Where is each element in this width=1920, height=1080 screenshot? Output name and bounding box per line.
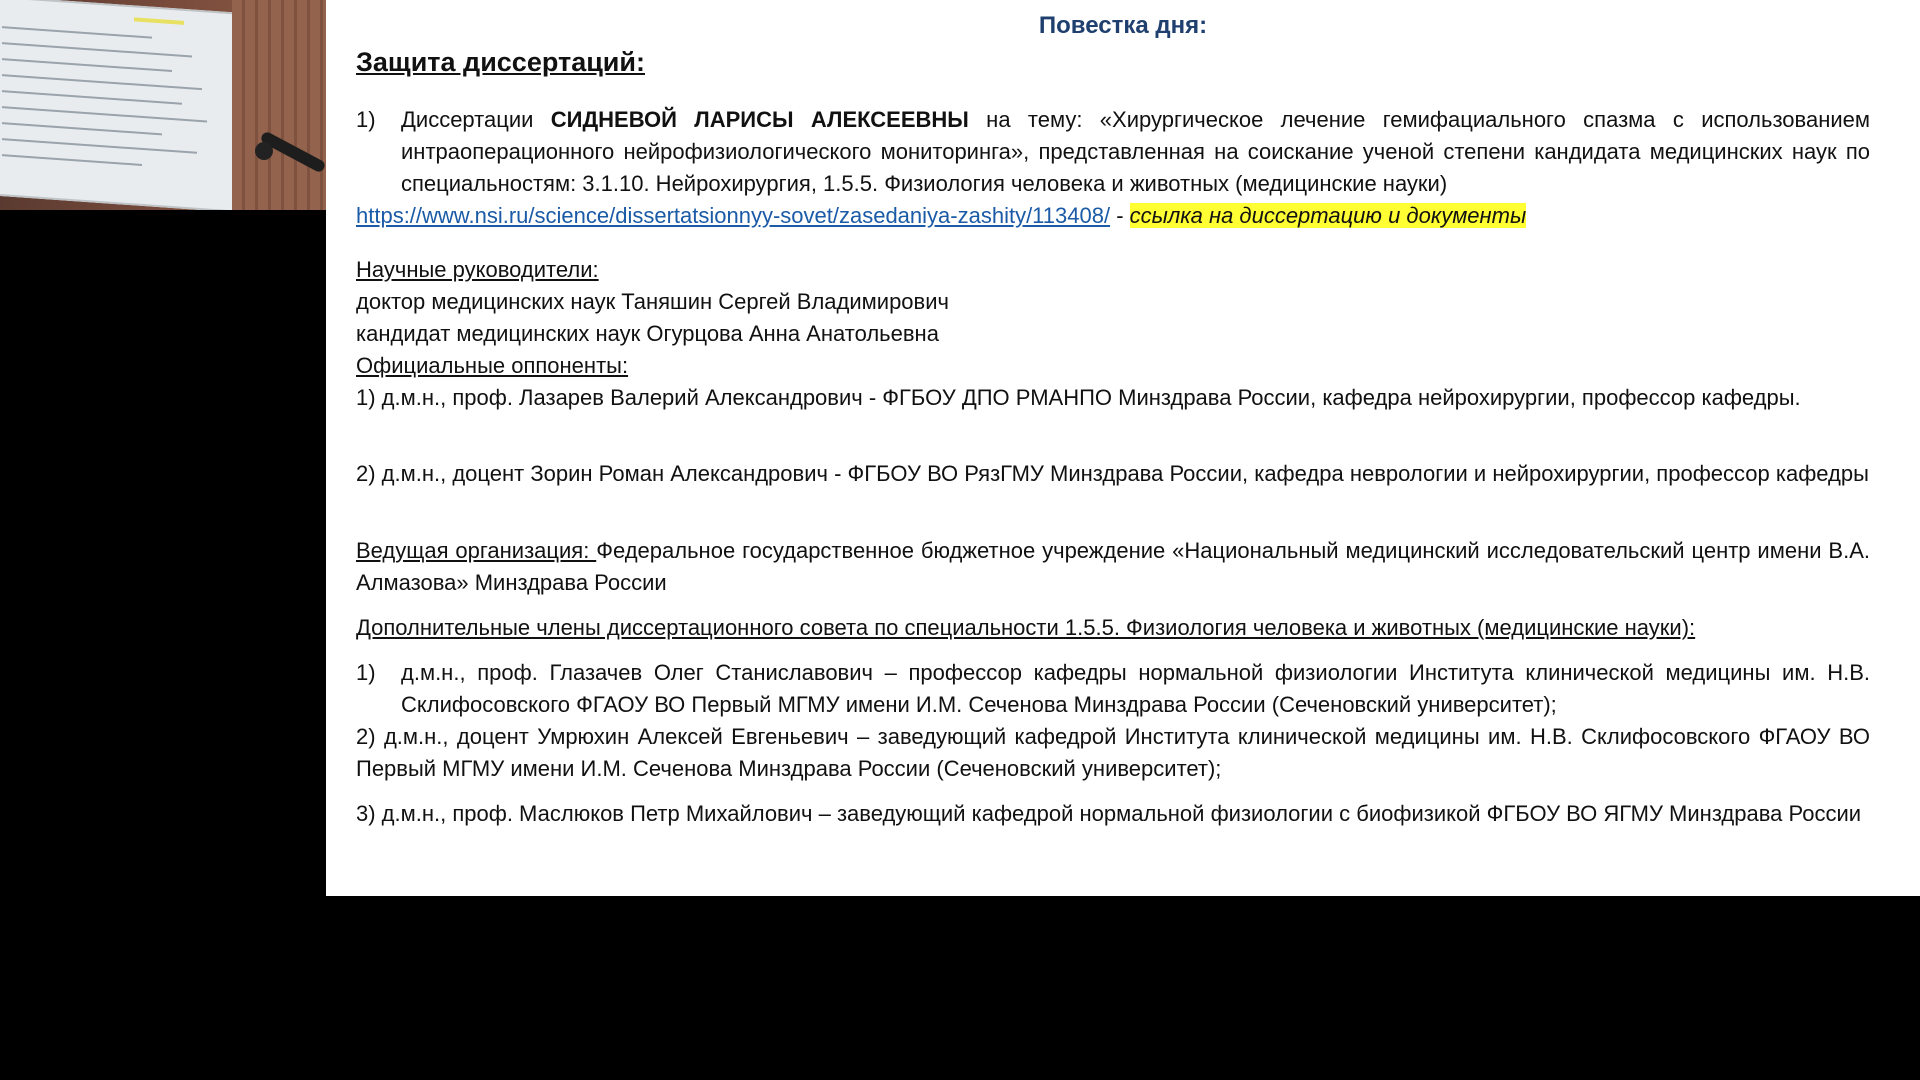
candidate-name: СИДНЕВОЙ ЛАРИСЫ АЛЕКСЕЕВНЫ — [550, 107, 969, 132]
supervisor-1: доктор медицинских наук Таняшин Сергей Владимирович — [356, 289, 949, 314]
leading-org-heading: Ведущая организация: — [356, 538, 597, 563]
additional-member-1 — [356, 657, 1870, 721]
dissertation-number: 1) — [356, 107, 376, 132]
additional-member-1-text: д.м.н., проф. Глазачев Олег Станиславович – профессор кафедры нормальной физиологии Института клинической медицины им. Н.В. Склифосовского ФГАОУ ВО Первый МГМУ имени И.М. Сеченова Минздрава России (Сеченовский университет); — [401, 660, 1870, 717]
dissertation-topic: на тему: «Хирургическое лечение гемифациального спазма с использованием интраоперационного нейрофизиологического мониторинга», представленная на соискание ученой степени кандидата медицинских наук по специальностям: 3.1.10. Нейрохирургия, 1.5.5. Физиология человека и животных (медицинские науки) — [401, 107, 1870, 196]
dissertation-item — [356, 104, 1870, 232]
microphone-head-image — [255, 142, 273, 160]
section-title: Защита диссертаций: — [356, 47, 645, 77]
slide-header: Повестка дня: — [1038, 12, 1208, 39]
opponents-heading: Официальные оппоненты: — [356, 353, 629, 378]
wall-panel-image — [232, 0, 326, 210]
opponent-1: 1) д.м.н., проф. Лазарев Валерий Александрович - ФГБОУ ДПО РМАНПО Минздрава России, кафедра нейрохирургии, профессор кафедры. — [356, 385, 1801, 410]
link-note-highlight: ссылка на диссертацию и документы — [1129, 203, 1527, 228]
opponent-2: 2) д.м.н., доцент Зорин Роман Александрович - ФГБОУ ВО РязГМУ Минздрава России, кафедра неврологии и нейрохирургии, профессор кафедры — [356, 461, 1869, 486]
supervisors-heading: Научные руководители: — [356, 257, 599, 282]
dissertation-lead: Диссертации — [401, 107, 551, 132]
additional-member-1-number: 1) — [356, 660, 376, 685]
additional-members-list — [356, 657, 1870, 785]
additional-member-2: 2) д.м.н., доцент Умрюхин Алексей Евгеньевич – заведующий кафедрой Института клинической медицины им. Н.В. Склифосовского ФГАОУ ВО Первый МГМУ имени И.М. Сеченова Минздрава России (Сеченовский университет); — [356, 724, 1870, 781]
projector-screen-image — [0, 0, 234, 210]
dissertation-text — [401, 104, 1870, 200]
supervisors-section — [356, 254, 1870, 414]
additional-members-heading: Дополнительные члены диссертационного совета по специальности 1.5.5. Физиология человека и животных (медицинские науки): — [356, 615, 1696, 640]
link-dash: - — [1110, 203, 1130, 228]
link-line — [356, 200, 1870, 232]
leading-organization — [356, 535, 1870, 599]
dissertation-link[interactable]: https://www.nsi.ru/science/dissertatsionnyy-sovet/zasedaniya-zashity/113408/ — [356, 203, 1111, 228]
additional-member-3: 3) д.м.н., проф. Маслюков Петр Михайлович – заведующий кафедрой нормальной физиологии с биофизикой ФГБОУ ВО ЯГМУ Минздрава России — [356, 801, 1862, 826]
supervisor-2: кандидат медицинских наук Огурцова Анна Анатольевна — [356, 321, 939, 346]
camera-feed — [0, 0, 326, 210]
leading-org-text: Федеральное государственное бюджетное учреждение «Национальный медицинский исследовательский центр имени В.А. Алмазова» Минздрава России — [356, 538, 1870, 595]
presentation-slide — [326, 0, 1920, 896]
